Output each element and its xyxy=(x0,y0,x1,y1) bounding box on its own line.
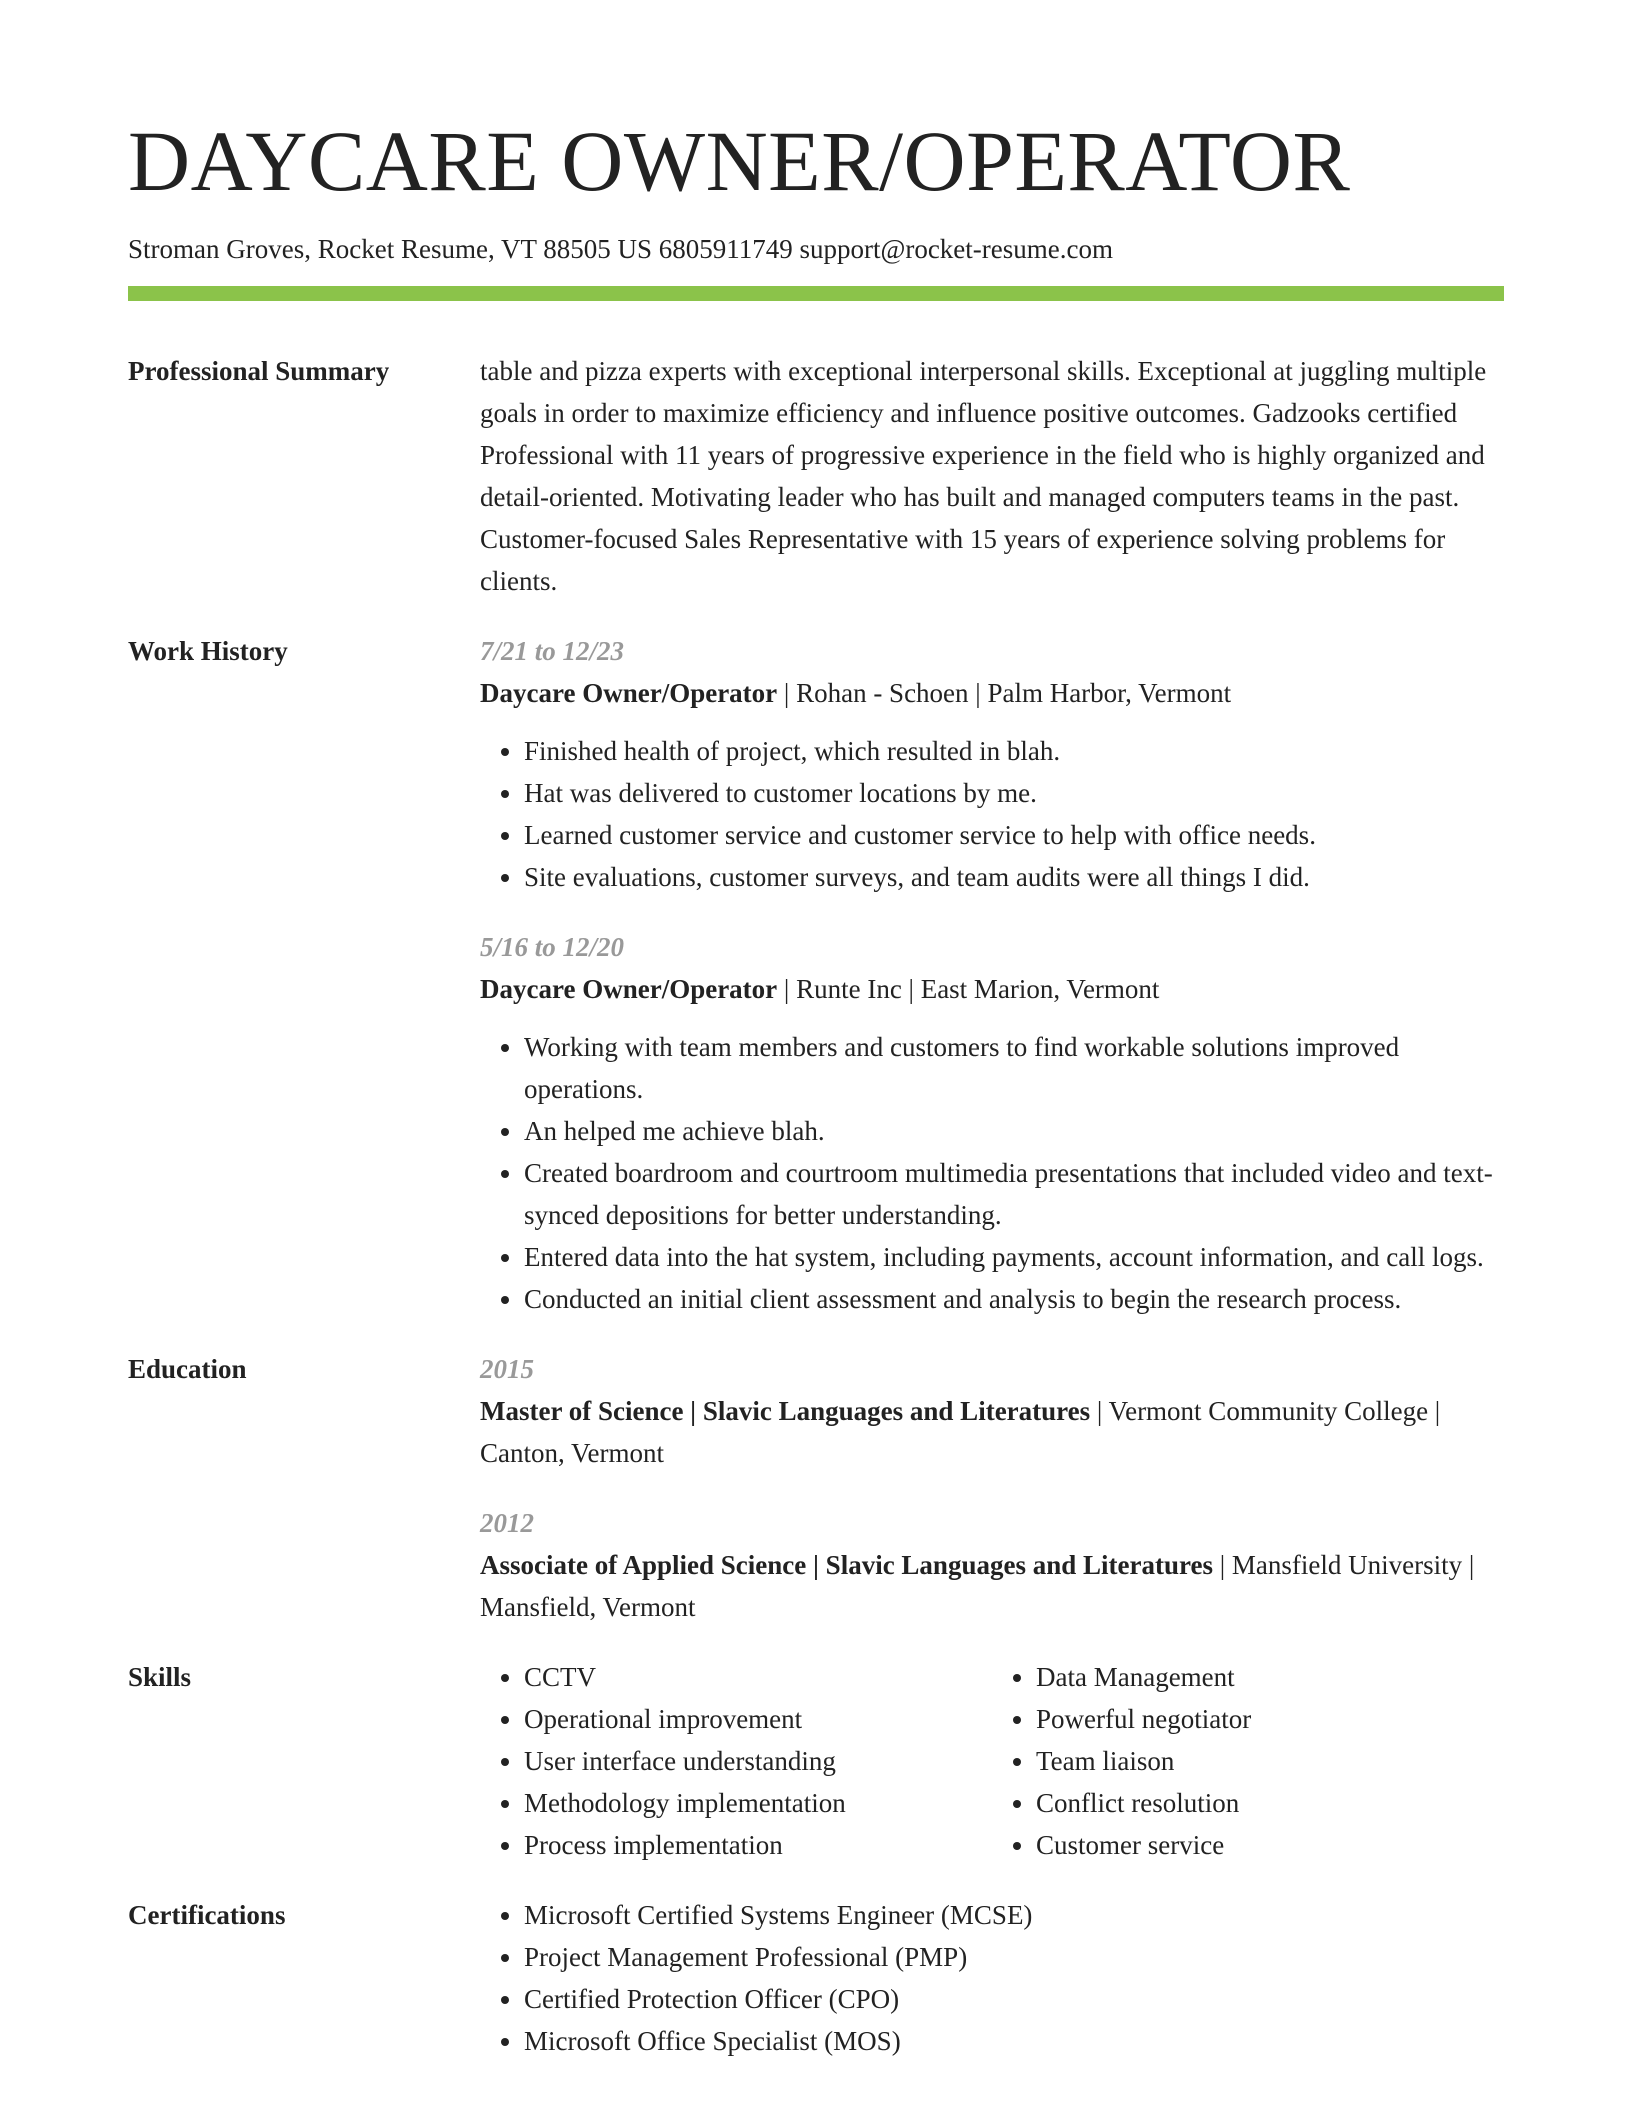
certifications-section xyxy=(128,1894,1504,2062)
list-item: • Data Management xyxy=(1036,1656,1504,1698)
list-item: • Conflict resolution xyxy=(1036,1782,1504,1824)
education-entry xyxy=(480,1348,1504,1474)
list-item: • Conducted an initial client assessment and analysis to begin the research process. xyxy=(524,1278,1504,1320)
certifications-list xyxy=(480,1894,1504,2062)
job-entry xyxy=(480,926,1504,1320)
education-details: | Mansfield University | Mansfield, Vermont xyxy=(480,1550,1475,1622)
job-bullets xyxy=(480,1026,1504,1320)
work-history-section xyxy=(128,630,1504,1320)
header-accent-rule xyxy=(128,286,1504,301)
job-bullets xyxy=(480,730,1504,898)
list-item: • User interface understanding xyxy=(524,1740,992,1782)
education-details: | Vermont Community College | Canton, Vermont xyxy=(480,1396,1441,1468)
list-item: • Customer service xyxy=(1036,1824,1504,1866)
degree: Associate of Applied Science | Slavic Languages and Literatures xyxy=(480,1550,1213,1580)
list-item: • Site evaluations, customer surveys, and team audits were all things I did. xyxy=(524,856,1504,898)
list-item: • Hat was delivered to customer locations by me. xyxy=(524,772,1504,814)
degree: Master of Science | Slavic Languages and Literatures xyxy=(480,1396,1091,1426)
list-item: • Finished health of project, which resulted in blah. xyxy=(524,730,1504,772)
list-item: • Working with team members and customers to find workable solutions improved operations. xyxy=(524,1026,1504,1110)
list-item: • Created boardroom and courtroom multimedia presentations that included video and text-synced depositions for better understanding. xyxy=(524,1152,1504,1236)
list-item: • Learned customer service and customer service to help with office needs. xyxy=(524,814,1504,856)
job-title: Daycare Owner/Operator xyxy=(480,678,778,708)
education-entry xyxy=(480,1502,1504,1628)
section-label: Professional Summary xyxy=(128,356,390,386)
section-label: Skills xyxy=(128,1662,192,1692)
section-label: Education xyxy=(128,1354,247,1384)
list-item: • An helped me achieve blah. xyxy=(524,1110,1504,1152)
education-year: 2012 xyxy=(480,1508,534,1538)
list-item: • Entered data into the hat system, including payments, account information, and call logs. xyxy=(524,1236,1504,1278)
list-item: • Team liaison xyxy=(1036,1740,1504,1782)
contact-line: Stroman Groves, Rocket Resume, VT 88505 US 6805911749 support@rocket-resume.com xyxy=(128,234,1113,264)
job-details: | Runte Inc | East Marion, Vermont xyxy=(777,974,1160,1004)
section-label: Work History xyxy=(128,636,288,666)
list-item: • CCTV xyxy=(524,1656,992,1698)
job-title: Daycare Owner/Operator xyxy=(480,974,778,1004)
job-heading xyxy=(480,968,1504,1010)
education-section xyxy=(128,1348,1504,1628)
list-item: • Powerful negotiator xyxy=(1036,1698,1504,1740)
education-heading xyxy=(480,1390,1504,1474)
job-details: | Rohan - Schoen | Palm Harbor, Vermont xyxy=(777,678,1232,708)
list-item: • Methodology implementation xyxy=(524,1782,992,1824)
education-year: 2015 xyxy=(480,1354,534,1384)
list-item: • Process implementation xyxy=(524,1824,992,1866)
summary-text: table and pizza experts with exceptional interpersonal skills. Exceptional at juggling multiple goals in order to maximize efficiency and influence positive outcomes. Gadzooks certified Professional with 11 years of progressive experience in the field who is highly organized and detail-oriented. Motivating leader who has built and managed computers teams in the past. Customer-focused Sales Representative with 15 years of experience solving problems for clients. xyxy=(480,356,1487,596)
education-heading xyxy=(480,1544,1504,1628)
list-item: • Microsoft Certified Systems Engineer (MCSE) xyxy=(524,1894,1504,1936)
job-heading xyxy=(480,672,1504,714)
resume-sections xyxy=(128,350,1504,2090)
list-item: • Project Management Professional (PMP) xyxy=(524,1936,1504,1978)
skills-column xyxy=(992,1656,1504,1866)
list-item: • Microsoft Office Specialist (MOS) xyxy=(524,2020,1504,2062)
skills-column xyxy=(480,1656,992,1866)
skills-section xyxy=(128,1656,1504,1866)
summary-section xyxy=(128,350,1504,602)
resume-title: DAYCARE OWNER/OPERATOR xyxy=(128,113,1351,209)
job-dates: 7/21 to 12/23 xyxy=(480,636,625,666)
section-label: Certifications xyxy=(128,1900,286,1930)
job-dates: 5/16 to 12/20 xyxy=(480,932,625,962)
job-entry xyxy=(480,630,1504,898)
list-item: • Certified Protection Officer (CPO) xyxy=(524,1978,1504,2020)
list-item: • Operational improvement xyxy=(524,1698,992,1740)
